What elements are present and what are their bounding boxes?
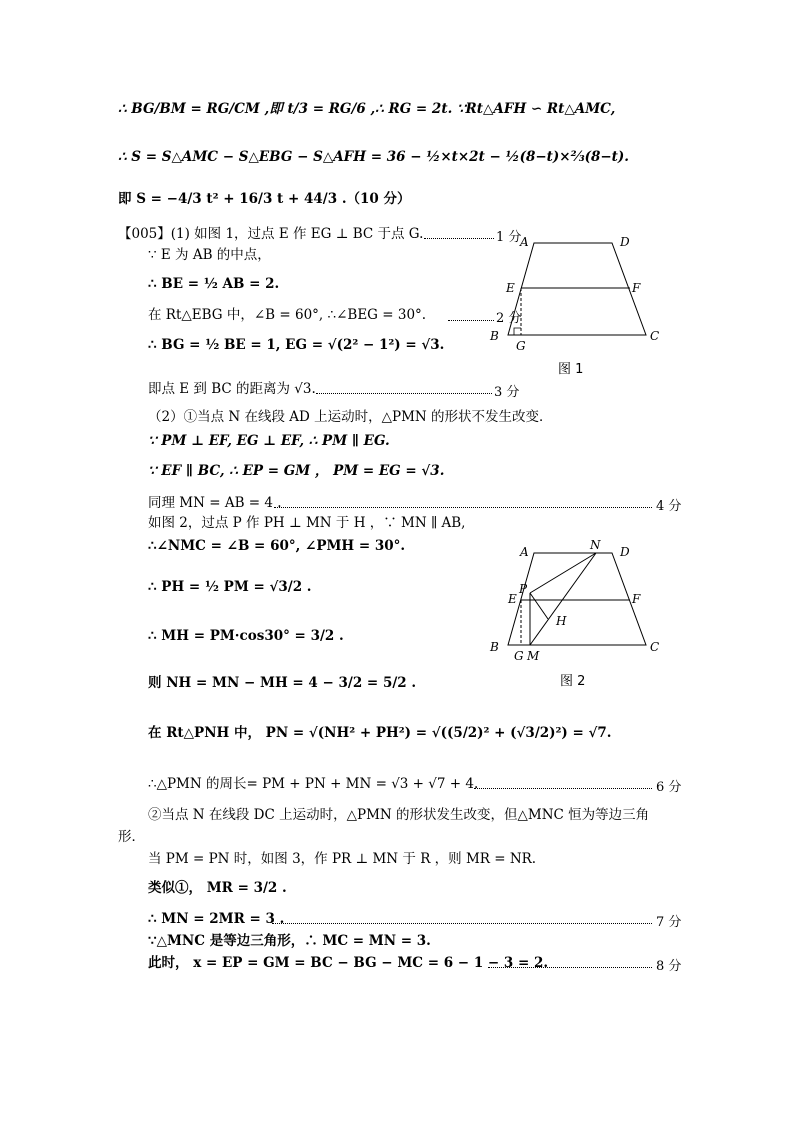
figure-2 bbox=[486, 538, 666, 663]
fig2-segment-ph bbox=[530, 593, 548, 619]
fig1-label-d: D bbox=[620, 235, 630, 249]
line-22 bbox=[118, 828, 145, 846]
line-10-text: （2）①当点 N 在线段 AD 上运动时，△PMN 的形状不发生改变． bbox=[148, 409, 553, 425]
line-3 bbox=[118, 190, 411, 208]
line-24-text: 类似①， MR = 3/2 . bbox=[148, 880, 287, 896]
line-4 bbox=[118, 225, 423, 243]
fig2-label-h: H bbox=[556, 614, 567, 628]
fig2-label-g: G bbox=[514, 649, 524, 663]
score-7: 7 分 bbox=[656, 915, 682, 930]
line-12-text: ∵ EF ∥ BC, ∴ EP = GM ， PM = EG = √3. bbox=[148, 463, 445, 479]
line-2 bbox=[118, 148, 629, 166]
line-7 bbox=[148, 306, 426, 324]
line-27 bbox=[148, 954, 548, 972]
figure-1 bbox=[486, 230, 666, 350]
line-22-text: 形． bbox=[118, 829, 145, 845]
line-18-text: 则 NH = MN − MH = 4 − 3/2 = 5/2 . bbox=[148, 675, 417, 691]
fig2-label-d: D bbox=[620, 545, 630, 559]
line-4-text: 【005】(1) 如图 1，过点 E 作 EG ⊥ BC 于点 G. bbox=[118, 226, 424, 242]
line-27-text: 此时， x = EP = GM = BC − BG − MC = 6 − 1 − 3 = 2. bbox=[148, 955, 549, 971]
leader-8 bbox=[488, 967, 652, 968]
line-23-text: 当 PM = PN 时，如图 3，作 PR ⊥ MN 于 R ，则 MR = NR. bbox=[148, 851, 537, 867]
fig1-label-b: B bbox=[490, 329, 499, 343]
fig2-label-b: B bbox=[490, 640, 499, 654]
line-17-text: ∴ MH = PM·cos30° = 3/2 . bbox=[148, 628, 344, 644]
score-2: 2 分 bbox=[496, 311, 522, 326]
fig1-label-g: G bbox=[516, 339, 526, 350]
fig2-trapezoid bbox=[508, 553, 646, 645]
line-13-text: 同理 MN = AB = 4 . bbox=[148, 495, 282, 511]
line-1-text: ∴ BG/BM = RG/CM ,即 t/3 = RG/6 ,∴ RG = 2t. ∵Rt△AFH ∽ Rt△AMC, bbox=[118, 101, 616, 117]
line-9 bbox=[148, 380, 316, 398]
line-26 bbox=[148, 932, 431, 950]
fig2-label-m: M bbox=[527, 649, 540, 663]
line-6-text: ∴ BE = ½ AB = 2. bbox=[148, 276, 280, 292]
line-15 bbox=[148, 537, 405, 555]
score-1: 1 分 bbox=[496, 230, 522, 245]
fig1-label-f: F bbox=[632, 281, 641, 295]
line-3-text: 即 S = −4/3 t² + 16/3 t + 44/3 .（10 分） bbox=[118, 191, 411, 207]
score-4: 4 分 bbox=[656, 499, 682, 514]
line-1 bbox=[118, 100, 615, 118]
line-13 bbox=[148, 494, 282, 512]
line-12 bbox=[148, 462, 444, 480]
line-15-text: ∴∠NMC = ∠B = 60°, ∠PMH = 30°. bbox=[148, 538, 406, 554]
line-5-text: ∵ E 为 AB 的中点， bbox=[148, 247, 271, 263]
line-16-text: ∴ PH = ½ PM = √3/2 . bbox=[148, 579, 312, 595]
fig2-label-p: P bbox=[519, 582, 528, 596]
fig1-right-angle-mark bbox=[514, 328, 521, 335]
fig1-label-c: C bbox=[650, 329, 660, 343]
line-19 bbox=[148, 724, 612, 742]
line-17 bbox=[148, 627, 344, 645]
fig2-label-e: E bbox=[508, 592, 517, 606]
fig1-label-a: A bbox=[520, 235, 529, 249]
fig2-label-a: A bbox=[520, 545, 529, 559]
leader-3 bbox=[316, 393, 492, 394]
leader-7 bbox=[272, 923, 652, 924]
line-26-text: ∵△MNC 是等边三角形，∴ MC = MN = 3. bbox=[148, 933, 431, 949]
fig2-segment-pn bbox=[530, 553, 596, 593]
line-16 bbox=[148, 578, 311, 596]
fig2-label-f: F bbox=[632, 592, 641, 606]
line-6 bbox=[148, 275, 279, 293]
line-14-text: 如图 2，过点 P 作 PH ⊥ MN 于 H ，∵ MN ∥ AB, bbox=[148, 515, 466, 531]
line-20 bbox=[148, 775, 478, 793]
line-14 bbox=[148, 514, 465, 532]
figure-1-caption: 图 1 bbox=[558, 362, 584, 377]
score-6: 6 分 bbox=[656, 780, 682, 795]
line-8-text: ∴ BG = ½ BE = 1, EG = √(2² − 1²) = √3. bbox=[148, 337, 445, 353]
line-21 bbox=[148, 806, 649, 824]
score-3: 3 分 bbox=[494, 385, 520, 400]
leader-4 bbox=[274, 507, 652, 508]
line-18 bbox=[148, 674, 416, 692]
line-8 bbox=[148, 336, 444, 354]
score-8: 8 分 bbox=[656, 959, 682, 974]
leader-1 bbox=[424, 238, 494, 239]
line-11-text: ∵ PM ⊥ EF, EG ⊥ EF, ∴ PM ∥ EG. bbox=[148, 433, 390, 449]
fig2-label-n: N bbox=[590, 538, 601, 552]
fig2-label-c: C bbox=[650, 640, 660, 654]
line-21-text: ②当点 N 在线段 DC 上运动时，△PMN 的形状发生改变，但△MNC 恒为等边三角 bbox=[148, 807, 650, 823]
leader-6 bbox=[474, 788, 652, 789]
fig1-label-e: E bbox=[506, 281, 515, 295]
line-19-text: 在 Rt△PNH 中， PN = √(NH² + PH²) = √((5/2)² + (√3/2)²) = √7. bbox=[148, 725, 612, 741]
line-10 bbox=[148, 408, 553, 426]
figure-2-caption: 图 2 bbox=[560, 674, 586, 689]
line-7-text: 在 Rt△EBG 中，∠B = 60°, ∴∠BEG = 30°. bbox=[148, 307, 427, 323]
line-20-text: ∴△PMN 的周长= PM + PN + MN = √3 + √7 + 4. bbox=[148, 776, 479, 792]
line-11 bbox=[148, 432, 390, 450]
line-9-text: 即点 E 到 BC 的距离为 √3. bbox=[148, 381, 316, 397]
line-5 bbox=[148, 246, 271, 264]
line-23 bbox=[148, 850, 536, 868]
line-25-text: ∴ MN = 2MR = 3 . bbox=[148, 911, 285, 927]
line-2-text: ∴ S = S△AMC − S△EBG − S△AFH = 36 − ½×t×2t − ½(8−t)×⅔(8−t). bbox=[118, 149, 630, 165]
fig1-trapezoid bbox=[508, 243, 646, 335]
line-25 bbox=[148, 910, 284, 928]
fig2-segment-mn bbox=[530, 553, 596, 645]
line-24 bbox=[148, 879, 287, 897]
